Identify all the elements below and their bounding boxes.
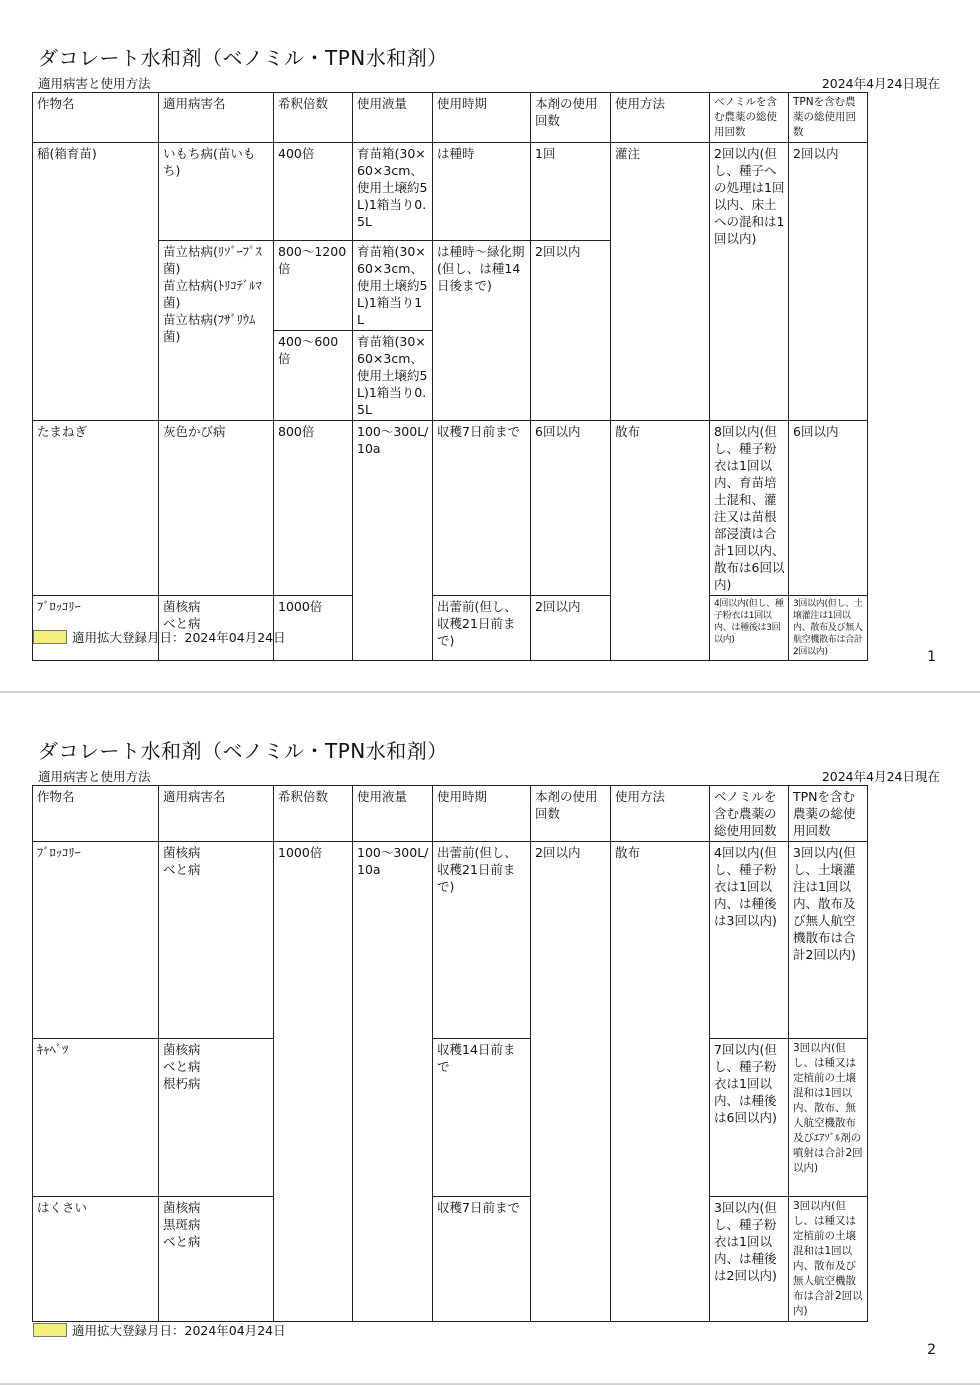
disease-cell: 菌核病 べと病 根朽病 <box>159 1039 274 1197</box>
method-cell: 灌注 <box>611 143 710 421</box>
usage-table-page-1 <box>32 92 868 661</box>
count-cell: 2回以内 <box>531 241 611 421</box>
section-subtitle: 適用病害と使用方法 <box>38 76 151 91</box>
disease-cell: 灰色かび病 <box>159 421 274 596</box>
legend-swatch <box>33 1323 67 1337</box>
volume-cell: 100～300L/10a <box>353 842 433 1322</box>
header-timing: 使用時期 <box>433 786 531 842</box>
page-number: 2 <box>927 1342 936 1358</box>
benomyl-cell: 7回以内(但し、種子粉衣は1回以内、は種後は6回以内) <box>710 1039 789 1197</box>
header-method: 使用方法 <box>611 93 710 143</box>
timing-cell: 出蕾前(但し、収穫21日前まで) <box>433 596 531 661</box>
volume-cell: 100～300L/10a <box>353 421 433 661</box>
table-row <box>33 842 868 1039</box>
volume-cell: 育苗箱(30×60×3cm、使用土壌約5L)1箱当り1L <box>353 241 433 331</box>
table-header-row <box>33 786 868 842</box>
disease-cell: 苗立枯病(ﾘｿﾞｰﾌﾟｽ菌) 苗立枯病(ﾄﾘｺﾃﾞﾙﾏ菌) 苗立枯病(ﾌｻﾞﾘｳﾑ菌) <box>159 241 274 421</box>
legend <box>33 1321 286 1339</box>
dilution-cell: 400～600倍 <box>274 331 353 421</box>
volume-cell: 育苗箱(30×60×3cm、使用土壌約5L)1箱当り0.5L <box>353 331 433 421</box>
header-crop: 作物名 <box>33 93 159 143</box>
dilution-cell: 1000倍 <box>274 842 353 1322</box>
header-volume: 使用液量 <box>353 786 433 842</box>
timing-cell: は種時 <box>433 143 531 241</box>
header-dilution: 希釈倍数 <box>274 786 353 842</box>
header-count: 本剤の使用回数 <box>531 93 611 143</box>
header-benomyl: ベノミルを含む農薬の総使用回数 <box>710 93 789 143</box>
dilution-cell: 800倍 <box>274 421 353 596</box>
as-of-date: 2024年4月24日現在 <box>821 769 940 784</box>
timing-cell: 収穫7日前まで <box>433 1197 531 1322</box>
timing-cell: 収穫14日前まで <box>433 1039 531 1197</box>
header-benomyl: ベノミルを含む農薬の総使用回数 <box>710 786 789 842</box>
page-number: 1 <box>927 649 936 665</box>
crop-cell: ｷｬﾍﾞﾂ <box>33 1039 159 1197</box>
count-cell: 1回 <box>531 143 611 241</box>
tpn-cell: 2回以内 <box>789 143 868 421</box>
tpn-cell: 3回以内(但し、土壌灌注は1回以内、散布及び無人航空機散布は合計2回以内) <box>789 596 868 661</box>
legend <box>33 628 286 646</box>
method-cell: 散布 <box>611 842 710 1322</box>
table-row <box>33 1197 868 1322</box>
benomyl-cell: 4回以内(但し、種子粉衣は1回以内、は種後は3回以内) <box>710 842 789 1039</box>
header-count: 本剤の使用回数 <box>531 786 611 842</box>
table-row <box>33 1039 868 1197</box>
legend-swatch <box>33 630 67 644</box>
dilution-cell: 400倍 <box>274 143 353 241</box>
header-tpn: TPNを含む農薬の総使用回数 <box>789 786 868 842</box>
disease-cell: 菌核病 黒斑病 べと病 <box>159 1197 274 1322</box>
header-dilution: 希釈倍数 <box>274 93 353 143</box>
document-title: ダコレート水和剤（ベノミル・TPN水和剤） <box>38 46 448 70</box>
legend-label: 適用拡大登録月日：2024年04月24日 <box>72 630 286 645</box>
legend-label: 適用拡大登録月日：2024年04月24日 <box>72 1323 286 1338</box>
crop-cell: ﾌﾞﾛｯｺﾘｰ <box>33 596 159 661</box>
dilution-cell: 1000倍 <box>274 596 353 661</box>
as-of-date: 2024年4月24日現在 <box>821 76 940 91</box>
section-subtitle: 適用病害と使用方法 <box>38 769 151 784</box>
timing-cell: は種時～緑化期(但し、は種14日後まで) <box>433 241 531 421</box>
table-row <box>33 143 868 241</box>
benomyl-cell: 8回以内(但し、種子粉衣は1回以内、育苗培土混和、灌注又は苗根部浸漬は合計1回以内、散布は6回以内) <box>710 421 789 596</box>
header-crop: 作物名 <box>33 786 159 842</box>
usage-table-page-2 <box>32 785 868 1322</box>
count-cell: 6回以内 <box>531 421 611 596</box>
header-volume: 使用液量 <box>353 93 433 143</box>
header-method: 使用方法 <box>611 786 710 842</box>
disease-cell: 菌核病 べと病 <box>159 596 274 661</box>
crop-cell: ﾌﾞﾛｯｺﾘｰ <box>33 842 159 1039</box>
header-disease: 適用病害名 <box>159 786 274 842</box>
table-header-row <box>33 93 868 143</box>
tpn-cell: 3回以内(但し、土壌灌注は1回以内、散布及び無人航空機散布は合計2回以内) <box>789 842 868 1039</box>
timing-cell: 出蕾前(但し、収穫21日前まで) <box>433 842 531 1039</box>
tpn-cell: 3回以内(但し、は種又は定植前の土壌混和は1回以内、散布及び無人航空機散布は合計2回以内) <box>789 1197 868 1322</box>
crop-cell: はくさい <box>33 1197 159 1322</box>
benomyl-cell: 4回以内(但し、種子粉衣は1回以内、は種後は3回以内) <box>710 596 789 661</box>
method-cell: 散布 <box>611 421 710 661</box>
document-title: ダコレート水和剤（ベノミル・TPN水和剤） <box>38 739 448 763</box>
dilution-cell: 800～1200倍 <box>274 241 353 331</box>
timing-cell: 収穫7日前まで <box>433 421 531 596</box>
volume-cell: 育苗箱(30×60×3cm、使用土壌約5L)1箱当り0.5L <box>353 143 433 241</box>
tpn-cell: 3回以内(但し、は種又は定植前の土壌混和は1回以内、散布、無人航空機散布及びｴｱｿﾞﾙ剤の噴射は合計2回以内) <box>789 1039 868 1197</box>
count-cell: 2回以内 <box>531 596 611 661</box>
table-row <box>33 421 868 596</box>
benomyl-cell: 2回以内(但し、種子への処理は1回以内、床土への混和は1回以内) <box>710 143 789 421</box>
crop-cell: たまねぎ <box>33 421 159 596</box>
disease-cell: いもち病(苗いもち) <box>159 143 274 241</box>
page-1 <box>0 0 980 692</box>
count-cell: 2回以内 <box>531 842 611 1322</box>
benomyl-cell: 3回以内(但し、種子粉衣は1回以内、は種後は2回以内) <box>710 1197 789 1322</box>
header-tpn: TPNを含む農薬の総使用回数 <box>789 93 868 143</box>
crop-cell: 稲(箱育苗) <box>33 143 159 421</box>
header-timing: 使用時期 <box>433 93 531 143</box>
disease-cell: 菌核病 べと病 <box>159 842 274 1039</box>
tpn-cell: 6回以内 <box>789 421 868 596</box>
header-disease: 適用病害名 <box>159 93 274 143</box>
page-2 <box>0 693 980 1385</box>
